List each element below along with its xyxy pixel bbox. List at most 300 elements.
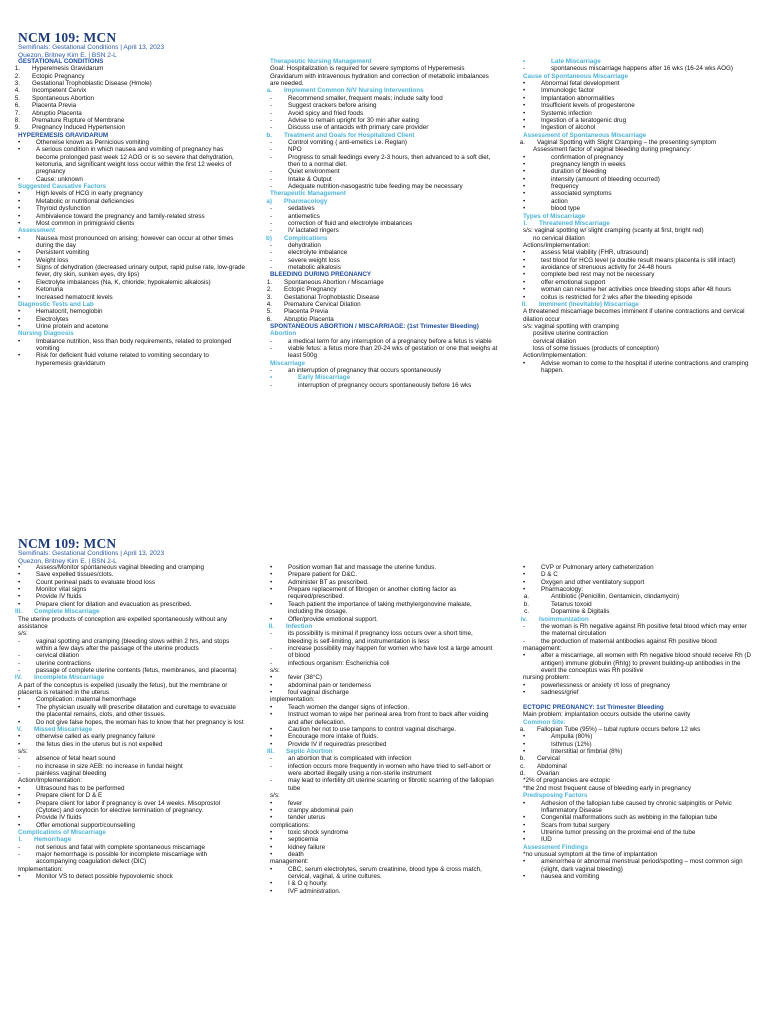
line-text: Assessment factor of vaginal bleeding during pregnancy: [533, 146, 692, 154]
section-heading [523, 704, 751, 711]
meta-line-2: Quezon, Britney Kim E. | BSN 2-L [18, 52, 117, 60]
line-text: Abruptio Placenta [32, 109, 82, 117]
line-text: may lead to infertility d/t uterine scarring or fibrotic scarring of the fallopian tube [288, 777, 494, 792]
line-text: infectious organism: Escherichia coli [288, 659, 390, 667]
line-text: duration of bleeding [551, 168, 607, 176]
section-heading [18, 58, 246, 65]
line-text: woman can resume her activities once bleeding stops after 48 hours [541, 286, 732, 294]
line-text: GESTATIONAL CONDITIONS [18, 58, 104, 65]
line-text: after a miscarriage, all women with Rh negative blood should receive Rh (D antigen) immune globulin (RhIg) to prevent building-up antibodies in the event the conceptus was Rh positive [541, 652, 751, 675]
line-text: Pharmacology [284, 197, 328, 205]
line-text: *no unusual symptom at the time of implantation [523, 851, 658, 859]
numbered-item [266, 286, 498, 294]
bullet-item [531, 682, 751, 689]
line-text: no cervical dilation [533, 234, 585, 242]
line-text: Ectopic Pregnancy [32, 72, 85, 80]
bullet-item [26, 785, 246, 792]
line-text: Assess/Monitor spontaneous vaginal bleeding and cramping [36, 564, 205, 571]
line-text: cervical dilation [36, 652, 80, 660]
line-text: HYPEREMESIS GRAVIDARUM [18, 131, 109, 139]
line-text: s/s: vaginal spotting w/ slight cramping (scanty at first, bright red) [523, 227, 704, 235]
bullet-item [26, 741, 246, 748]
line-text: Isthmus (12%) [551, 740, 592, 748]
paragraph [523, 338, 751, 345]
bullet-item [531, 161, 751, 168]
line-marker: b) [266, 234, 272, 242]
bullet-item [278, 689, 498, 696]
line-text: otherwise called as early pregnancy failure [36, 733, 156, 741]
line-text: Adequate nutrition-nasogastric tube feeding may be necessary [288, 183, 463, 191]
line-text: Cause of Spontaneous Miscarriage [523, 72, 628, 80]
line-text: Complications of Miscarriage [18, 828, 106, 836]
numbered-item [524, 608, 751, 616]
line-text: s/s: vaginal spotting with cramping [523, 322, 619, 330]
line-text: Risk for deficient fluid volume related to vomiting secondary to hyperemesis gravidarum [36, 352, 209, 367]
line-text: Do not give false hopes, the woman has to know that her pregnancy is lost [36, 718, 244, 726]
bullet-item [531, 800, 751, 815]
dash-item [26, 763, 246, 770]
bullet-item [26, 286, 246, 293]
dash-item [278, 249, 498, 256]
bullet-item [278, 741, 498, 748]
page-1-column-1 [14, 58, 246, 367]
bullet-item [26, 338, 246, 353]
line-marker: III. [267, 747, 274, 755]
line-text: amenorrhea or abnormal menstrual period/spotting – most common sign (slight, dark vaginal bleeding) [541, 858, 743, 873]
dash-item [278, 338, 498, 345]
line-text: Suggested Causative Factors [18, 183, 107, 191]
bullet-item [278, 800, 498, 807]
bullet-item [26, 294, 246, 301]
line-text: passage of complete uterine contents (fetus, membranes, and placenta) [36, 667, 237, 675]
line-text: Abdominal [537, 762, 567, 770]
numbered-item [520, 762, 751, 770]
bullet-item [26, 593, 246, 600]
dash-item [26, 770, 246, 777]
bullet-item [531, 652, 751, 674]
line-text: Action/Implementation: [18, 777, 83, 785]
bullet-item [531, 858, 751, 873]
line-text: septicemia [288, 836, 319, 844]
bullet-item [26, 323, 246, 330]
bullet-item [278, 711, 498, 726]
line-marker: I. [523, 219, 527, 227]
line-text: Placenta Previa [284, 308, 329, 316]
line-text: Implementation: [18, 865, 63, 873]
line-text: Nausea most pronounced on arising; however can occur at other times during the day [36, 234, 234, 249]
bullet-item [531, 80, 751, 87]
bullet-item [531, 689, 751, 696]
dash-item [278, 345, 498, 360]
bullet-item [278, 829, 498, 836]
line-marker: III. [15, 608, 22, 616]
bullet-item [26, 873, 246, 880]
bullet-item [531, 249, 751, 256]
subsection-heading [18, 227, 246, 234]
bullet-item [278, 880, 498, 887]
bullet-subheading [278, 374, 498, 381]
numbered-item [14, 94, 246, 102]
line-marker: 7. [14, 109, 20, 117]
bullet-item [531, 836, 751, 843]
line-text: a medical term for any interruption of a pregnancy before a fetus is viable [288, 337, 492, 345]
line-text: Prepare patient for D&C. [288, 571, 357, 579]
line-text: Imminent (Inevitable) Miscarriage [539, 300, 639, 308]
line-text: Provide IV fluids [36, 814, 82, 822]
line-text: fever (38°C) [288, 674, 323, 682]
numbered-item [266, 315, 498, 323]
line-text: Spontaneous Abortion [32, 94, 94, 102]
line-marker: 6. [14, 102, 20, 110]
page-title: NCM 109: MCN [18, 30, 117, 45]
dash-item [278, 763, 498, 778]
line-text: the production of maternal antibodies against Rh positive blood [541, 637, 717, 645]
dash-item [278, 264, 498, 271]
subsection-heading [18, 330, 246, 337]
page-2-column-3 [519, 564, 751, 881]
bullet-item [26, 733, 246, 740]
paragraph [270, 792, 498, 799]
line-text: Incompetent Cervix [32, 87, 87, 95]
line-text: Treatment and Goals for Hospitalized Client [284, 131, 415, 139]
bullet-item [26, 213, 246, 220]
line-text: uterine contractions [36, 659, 91, 667]
dash-item [278, 645, 498, 660]
bullet-item [531, 814, 751, 821]
line-marker: c. [520, 762, 525, 770]
line-text: metabolic alkalosis [288, 264, 341, 272]
dash-item [278, 110, 498, 117]
line-text: nausea and vomiting [541, 873, 600, 881]
line-text: Electrolytes [36, 315, 69, 323]
line-text: Hemorrhage [34, 836, 72, 844]
line-text: Complications [284, 234, 328, 242]
bullet-item [531, 117, 751, 124]
numbered-subheading [16, 725, 246, 733]
paragraph [523, 308, 751, 323]
line-text: Types of Miscarriage [523, 212, 586, 220]
bullet-item [26, 146, 246, 175]
line-text: Diagnostic Tests and Lab [18, 300, 94, 308]
paragraph [523, 345, 751, 352]
numbered-item [266, 308, 498, 316]
dash-item [278, 630, 498, 645]
line-text: an interruption of pregnancy that occurs spontaneously [288, 367, 442, 375]
dash-item [278, 367, 498, 374]
bullet-item [531, 360, 751, 375]
numbered-subheading [521, 300, 751, 308]
line-text: Interstitial or fimbrial (8%) [551, 747, 623, 755]
subsection-heading [523, 719, 751, 726]
line-text: Ketonuria [36, 286, 63, 294]
line-text: pregnancy length in weeks [551, 161, 626, 169]
line-text: an abortion that is complicated with infection [288, 755, 412, 763]
line-marker: b. [523, 600, 529, 608]
line-text: Incomplete Miscarriage [34, 674, 104, 682]
numbered-item [14, 80, 246, 88]
bullet-item [26, 800, 246, 815]
line-text: Assessment [18, 227, 56, 235]
numbered-item [14, 102, 246, 110]
bullet-item [278, 616, 498, 623]
line-text: A serious condition in which nausea and vomiting of pregnancy has become prolonged past week 12 AOG or is so severe that dehydration, ketonuria, and significant weight loss occur within the first 12 weeks of pregnancy [36, 146, 234, 176]
numbered-subheading [523, 219, 751, 227]
bullet-item [531, 87, 751, 94]
bullet-item [278, 586, 498, 601]
line-marker: 8. [14, 116, 20, 124]
numbered-item [266, 293, 498, 301]
line-text: Avoid spicy and fried foods [288, 109, 364, 117]
dash-item [26, 652, 246, 659]
bullet-item [278, 888, 498, 895]
line-text: CVP or Pulmonary artery catheterization [541, 564, 654, 571]
paragraph [523, 711, 751, 718]
line-text: Late Miscarriage [551, 58, 601, 65]
line-marker: 2. [14, 72, 20, 80]
paragraph [523, 227, 751, 234]
line-text: Instruct woman to wipe her perineal area from front to back after voiding and after defecation. [288, 711, 489, 726]
paragraph [523, 785, 751, 792]
line-text: Assessment of Spontaneous Miscarriage [523, 131, 647, 139]
section-heading [270, 323, 498, 330]
line-text: Implement Common N/V Nursing Interventions [284, 87, 424, 95]
bullet-item [26, 190, 246, 197]
line-text: Common Site: [523, 718, 566, 726]
line-text: Vaginal Spotting with Slight Cramping – the presenting symptom [537, 138, 717, 146]
line-text: infection occurs more frequently in women who have tried to self-abort or were aborted illegally using a non-sterile instrument [288, 762, 491, 778]
dash-item [278, 139, 498, 146]
line-text: Provide IV if required/as prescribed [288, 740, 387, 748]
line-text: Discuss use of antacids with primary care provider [288, 124, 429, 132]
bullet-item [26, 719, 246, 726]
line-text: toxic shock syndrome [288, 828, 349, 836]
dash-item [26, 667, 246, 674]
line-text: Abruptio Placenta [284, 315, 334, 323]
bullet-item [531, 822, 751, 829]
numbered-subheading [15, 608, 246, 616]
numbered-item [14, 124, 246, 132]
meta-line-1: Semifinals: Gestational Conditions | April 13, 2023 [18, 44, 165, 51]
bullet-item [531, 279, 751, 286]
line-marker: a. [519, 138, 525, 146]
line-text: Advise woman to come to the hospital if uterine contractions and cramping happen. [541, 359, 749, 375]
dash-item [26, 660, 246, 667]
subsection-heading [270, 58, 498, 65]
dash-item [278, 146, 498, 153]
bullet-item [26, 264, 246, 279]
line-text: increase possibility may happen for women who have lost a large amount of blood [288, 644, 493, 660]
paragraph [523, 851, 751, 858]
paragraph [523, 777, 751, 784]
line-text: Nursing Diagnosis [18, 330, 74, 338]
line-text: cervical dilation [533, 337, 577, 345]
dash-item [278, 220, 498, 227]
line-text: test blood for HCG level (a double result means placenta is still intact) [541, 256, 736, 264]
line-text: Otherwise known as Pernicious vomiting [36, 138, 150, 146]
paragraph [18, 777, 246, 784]
line-text: complete bed rest may not be necessary [541, 271, 655, 279]
line-text: positive uterine contraction [533, 330, 608, 338]
paragraph [523, 323, 751, 330]
line-text: IV lactated ringers [288, 227, 339, 235]
bullet-item [531, 586, 751, 593]
subsection-heading [523, 792, 751, 799]
line-marker: a. [266, 87, 272, 95]
bullet-item [531, 205, 751, 212]
bullet-item [26, 257, 246, 264]
paragraph [18, 682, 246, 697]
dash-item [278, 102, 498, 109]
bullet-item [26, 308, 246, 315]
line-text: sadness/grief [541, 689, 579, 697]
paragraph [523, 242, 751, 249]
paragraph [18, 616, 246, 631]
line-text: Save expelled tissues/clots. [36, 571, 114, 579]
bullet-item [278, 807, 498, 814]
bullet-item [278, 836, 498, 843]
bullet-item [26, 139, 246, 146]
paragraph [523, 645, 751, 652]
line-text: A part of the conceptus is expelled (usually the fetus), but the membrane or placenta is retained in the uterus [18, 681, 228, 697]
line-text: Hematocrit, hemoglobin [36, 308, 103, 316]
paragraph [18, 866, 246, 873]
line-text: Advise to remain upright for 30 min after eating [288, 116, 419, 124]
line-text: Prepare client for D & E [36, 792, 103, 800]
line-text: Weight loss [36, 256, 69, 264]
line-text: Gestational Trophoblastic Disease (Hmole) [32, 80, 152, 88]
line-text: Offer emotional support/counselling [36, 821, 135, 829]
numbered-item [14, 116, 246, 124]
dash-item [278, 205, 498, 212]
line-text: BLEEDING DURING PREGNANCY [270, 271, 372, 279]
numbered-item [14, 65, 246, 73]
dash-item [26, 638, 246, 653]
paragraph [18, 748, 246, 755]
bullet-item [531, 733, 751, 740]
bullet-item [26, 198, 246, 205]
line-text: nursing problem: [523, 674, 570, 682]
dash-item [278, 242, 498, 249]
line-text: Immunologic factor [541, 87, 595, 95]
line-text: Premature Cervical Dilation [284, 300, 361, 308]
bullet-item [531, 95, 751, 102]
paragraph [523, 235, 751, 242]
numbered-subheading [266, 197, 498, 205]
line-text: action [551, 197, 568, 205]
bullet-item [531, 271, 751, 278]
bullet-item [26, 235, 246, 250]
line-text: *the 2nd most frequent cause of bleeding early in pregnancy [523, 784, 692, 792]
paragraph [523, 146, 751, 153]
line-text: Urine protein and acetone [36, 322, 109, 330]
line-text: SPONTANEOUS ABORTION / MISCARRIAGE: (1st Trimester Bleeding) [270, 322, 479, 330]
spacer [523, 696, 751, 703]
page-2 [0, 512, 768, 1024]
bullet-item [531, 154, 751, 161]
line-text: Therapeutic Management [270, 190, 346, 198]
line-text: Spontaneous Abortion / Miscarriage [284, 278, 384, 286]
line-text: Placenta Previa [32, 102, 77, 110]
line-marker: I. [18, 836, 22, 844]
subsection-heading [270, 190, 498, 197]
line-text: Suggest crackers before arising [288, 102, 377, 110]
bullet-item [531, 264, 751, 271]
paragraph [523, 674, 751, 681]
line-text: Monitor vital signs [36, 586, 87, 594]
line-text: absence of fetal heart sound [36, 755, 116, 763]
bullet-item [26, 249, 246, 256]
bullet-item [26, 704, 246, 719]
bullet-item [26, 571, 246, 578]
line-text: I & O q hourly. [288, 880, 328, 888]
line-text: management: [523, 644, 562, 652]
line-text: interruption of pregnancy occurs spontaneously before 16 wks [298, 381, 472, 389]
numbered-subheading [266, 131, 498, 139]
line-text: implementation: [270, 696, 315, 704]
numbered-item [519, 770, 751, 778]
bullet-item [26, 586, 246, 593]
bullet-item [26, 279, 246, 286]
line-text: The uterine products of conception are expelled spontaneously without any assistance [18, 615, 227, 630]
bullet-item [278, 601, 498, 616]
line-text: Action/Implementation: [523, 352, 588, 360]
numbered-item [519, 725, 751, 733]
line-text: Complete Miscarriage [34, 608, 100, 616]
line-text: associated symptoms [551, 190, 612, 198]
line-marker: a) [266, 197, 272, 205]
bullet-item [278, 733, 498, 740]
line-text: Ingestion of a teratogenic drug [541, 116, 627, 124]
line-text: abdominal pain or tenderness [288, 681, 371, 689]
line-text: Imbalance nutrition, less than body requirements, related to prolonged vomiting [36, 337, 232, 353]
line-text: Monitor VS to detect possible hypovolemic shock [36, 873, 173, 881]
line-text: IVF administration. [288, 887, 341, 895]
line-text: the fetus dies in the uterus but is not expelled [36, 740, 163, 748]
line-text: Hyperemesis Gravidarum [32, 65, 104, 73]
bullet-item [531, 571, 751, 578]
bullet-item [531, 579, 751, 586]
bullet-item [278, 564, 498, 571]
line-text: Offer/provide emotional support. [288, 615, 378, 623]
line-text: tender uterus [288, 814, 326, 822]
line-marker: 4. [14, 87, 20, 95]
line-text: s/s: [270, 667, 280, 675]
line-text: Ectopic Pregnancy [284, 286, 337, 294]
numbered-item [519, 755, 751, 763]
line-text: Intake & Output [288, 175, 332, 183]
line-text: Increased hematocrit levels [36, 293, 113, 301]
dash-item [278, 257, 498, 264]
paragraph [18, 630, 246, 637]
numbered-subheading [14, 674, 246, 682]
line-text: Prepare client for dilation and evacuation as prescribed. [36, 600, 192, 608]
line-text: not serious and fatal with complete spontaneous miscarriage [36, 843, 206, 851]
bullet-item [531, 124, 751, 131]
subsection-heading [523, 844, 751, 851]
line-text: s/s: [18, 747, 28, 755]
subsection-heading [523, 73, 751, 80]
bullet-item [531, 183, 751, 190]
bullet-item [531, 286, 751, 293]
numbered-subheading [267, 747, 498, 755]
line-text: Abortion [270, 330, 297, 338]
line-marker: b. [519, 755, 525, 763]
page-1-column-2 [266, 58, 498, 389]
page-2-column-2 [267, 564, 498, 895]
line-text: Congenital malformations such as webbing in the fallopian tube [541, 814, 718, 822]
line-text: Control vomiting ( anti-emetics i.e. Reglan) [288, 138, 407, 146]
line-text: Main problem: implantation occurs outside the uterine cavity [523, 711, 691, 719]
